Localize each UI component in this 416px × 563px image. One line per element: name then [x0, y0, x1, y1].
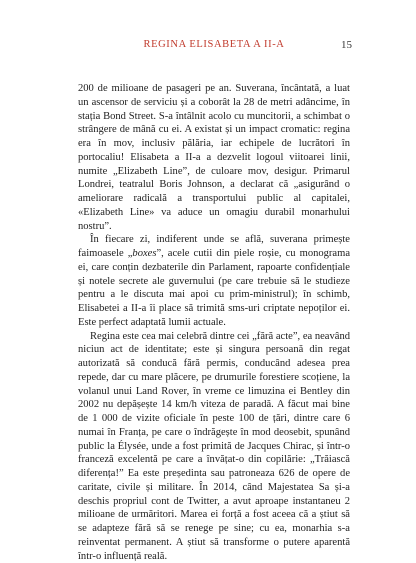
paragraph-2-text-start: În fiecare zi, indiferent unde se află, suverana primește faimoasele „ — [78, 234, 350, 259]
paragraph-3-text: Regina este cea mai celebră dintre cei „fără acte”, ea neavând niciun act de identitate; este și singura persoană din regat autorizată să conducă fără permis, conducând adesea prea repede, dar cu mare plăcere, pe drumurile forestiere scoțiene, la volanul unui Land Rover, în vreme ce limuzina ei Bentley din 2002 nu depășește 14 km/h viteza de paradă. A făcut mai bine de 1 000 de vizite oficiale în peste 100 de țări, dintre care 6 numai în Franța, pe care o îndrăgește în mod deosebit, spunând public la Élysée, unde a fost primită de Jacques Chirac, și într-o franceză excelentă pe care a învățat-o din copilărie: „Trăiască diferența!” Ea este președinta sau patroneaza 626 de opere de caritate, civile și militare. În 2014, când Majestatea Sa și-a deschis propriul cont de Twitter, a avut aproape instantaneu 2 milioane de urmăritori. Marea ei forță a fost aceea că a știut să se adapteze fără să se renege pe sine; cu ea, monarhia s-a reinventat permanent. A știut să transforme o putere aparentă într-o influență reală. — [78, 331, 350, 562]
paragraph-3 — [78, 330, 350, 563]
body-text — [78, 82, 350, 563]
paragraph-2-italic-word: boxes — [132, 248, 156, 259]
page-number: 15 — [341, 38, 352, 52]
paragraph-2 — [78, 233, 350, 329]
running-title: REGINA ELISABETA A II-A — [78, 38, 350, 52]
paragraph-2-text-end: ”, acele cutii din piele roșie, cu monograma ei, care conțin dezbaterile din Parlament, rapoarte confidențiale și notele secrete ale guvernului (pe care trebuie să le studieze pentru a le discuta mai apoi cu prim-ministrul); în schimb, Elisabetei a II-a îi place să trimită sms-uri criptate nepoților ei. Este perfect adaptată lumii actuale. — [78, 248, 350, 328]
paragraph-1 — [78, 82, 350, 233]
paragraph-1-text: 200 de milioane de pasageri pe an. Suverana, încântată, a luat un ascensor de serviciu și a coborât la 28 de metri adâncime, în stația Bond Street. S-a întâlnit acolo cu muncitorii, a schimbat o strângere de mână cu ei. A existat și un impact cromatic: regina era în mov, inclusiv pălăria, iar echipele de lucrători în portocaliu! Elisabeta a II-a a dezvelit logoul viitoarei linii, numite „Elizabeth Line”, de culoare mov, desigur. Primarul Londrei, teatralul Boris Johnson, a declarat că „asigurând o ameliorare radicală a transportului public al capitalei, «Elizabeth Line» va aduce un omagiu durabil monarhului nostru”. — [78, 83, 350, 232]
running-head — [78, 38, 350, 52]
